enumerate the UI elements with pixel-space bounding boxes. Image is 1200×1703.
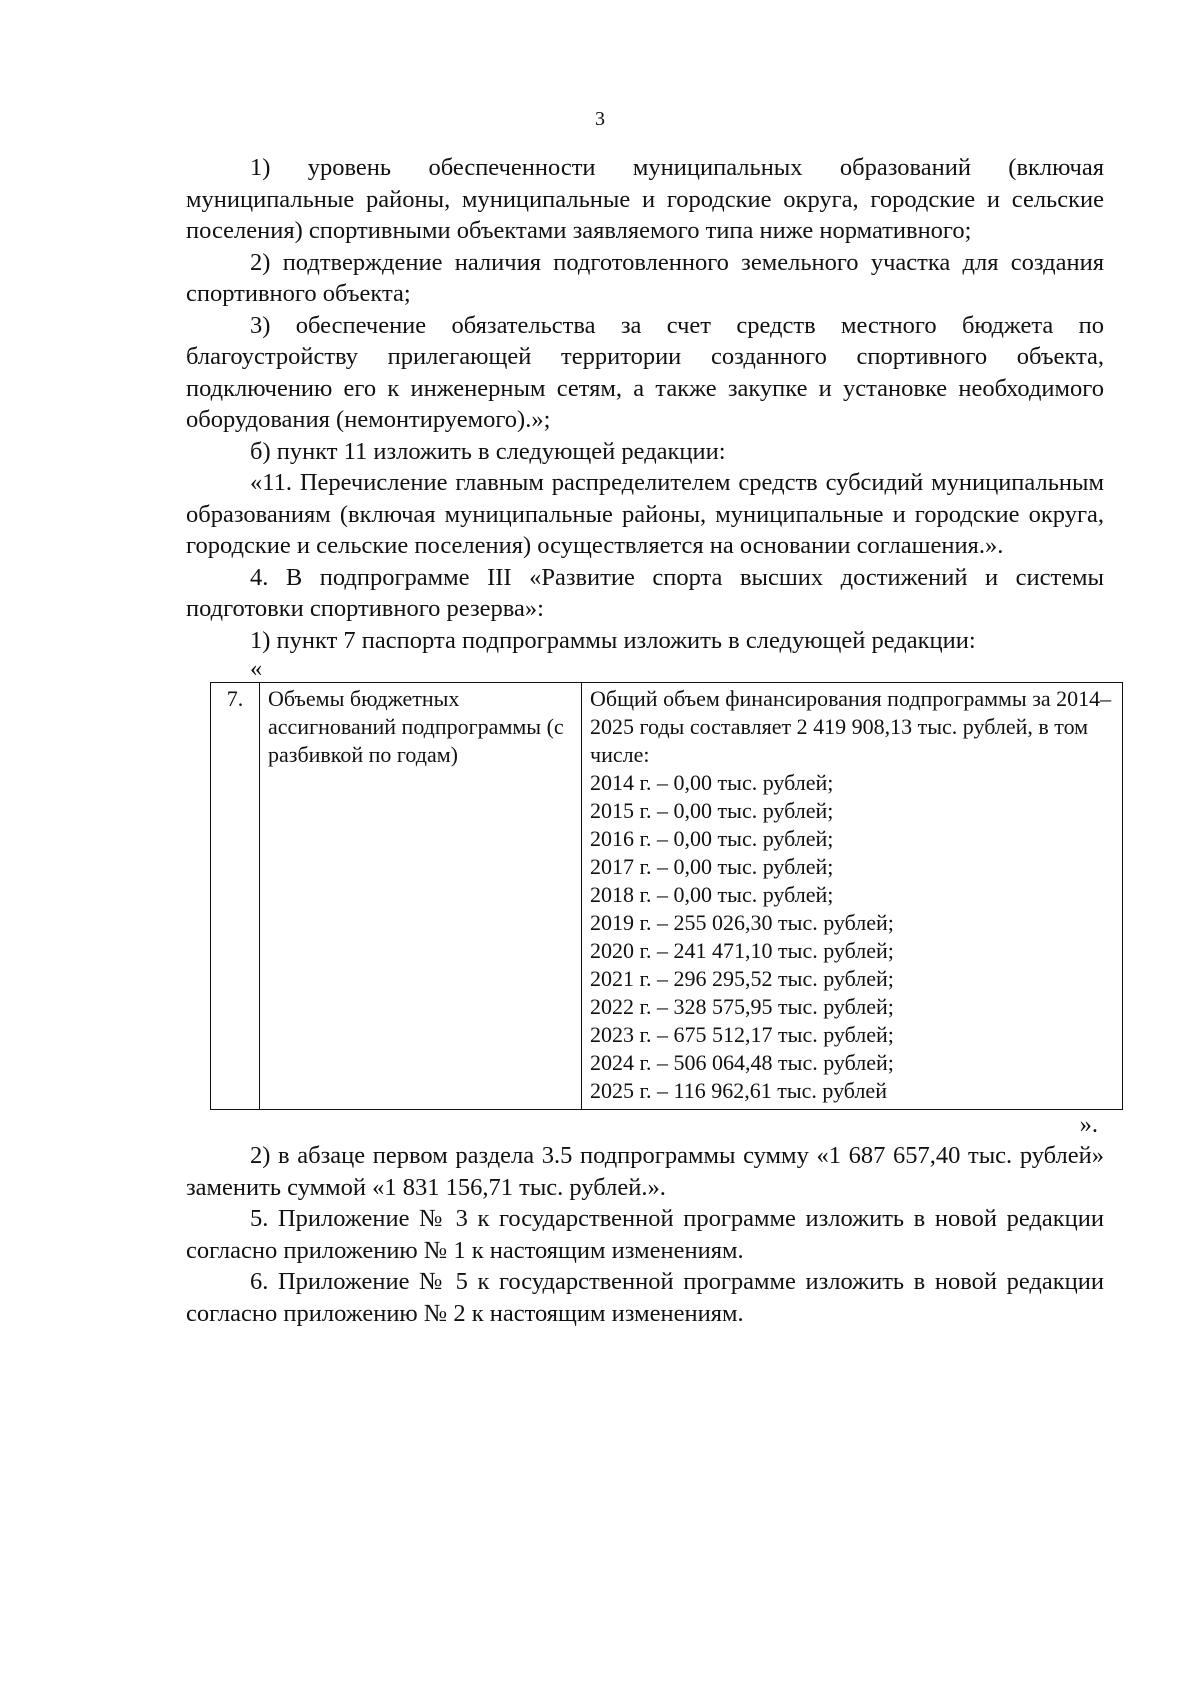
table-row <box>211 683 1123 1110</box>
funding-year: 2024 г. – 506 064,48 тыс. рублей; <box>590 1050 894 1075</box>
funding-year: 2017 г. – 0,00 тыс. рублей; <box>590 854 834 879</box>
funding-year: 2021 г. – 296 295,52 тыс. рублей; <box>590 966 894 991</box>
paragraph: 6. Приложение № 5 к государственной программе изложить в новой редакции согласно приложению № 2 к настоящим изменениям. <box>186 1268 1104 1327</box>
paragraph: «11. Перечисление главным распределителем средств субсидий муниципальным образованиям (включая муниципальные районы, муниципальные и городские округа, городские и сельские поселения) осуществляется на основании соглашения.». <box>186 469 1104 559</box>
funding-year: 2016 г. – 0,00 тыс. рублей; <box>590 826 834 851</box>
paragraph: б) пункт 11 изложить в следующей редакции: <box>250 437 726 465</box>
paragraph: 1) пункт 7 паспорта подпрограммы изложить в следующей редакции: <box>250 626 976 654</box>
funding-year: 2022 г. – 328 575,95 тыс. рублей; <box>590 994 894 1019</box>
paragraph: 4. В подпрограмме III «Развитие спорта высших достижений и системы подготовки спортивного резерва»: <box>186 563 1104 622</box>
funding-year: 2018 г. – 0,00 тыс. рублей; <box>590 882 834 907</box>
row-value <box>582 683 1123 1110</box>
funding-total: Общий объем финансирования подпрограммы за 2014–2025 годы составляет 2 419 908,13 тыс. рублей, в том числе: <box>590 686 1112 767</box>
row-name: Объемы бюджетных ассигнований подпрограммы (с разбивкой по годам) <box>260 683 582 1110</box>
passport-table <box>210 682 1123 1110</box>
funding-year: 2019 г. – 255 026,30 тыс. рублей; <box>590 910 894 935</box>
funding-year: 2023 г. – 675 512,17 тыс. рублей; <box>590 1022 894 1047</box>
page-number: 3 <box>595 108 605 130</box>
funding-year: 2015 г. – 0,00 тыс. рублей; <box>590 798 834 823</box>
funding-year: 2014 г. – 0,00 тыс. рублей; <box>590 770 834 795</box>
paragraph: 1) уровень обеспеченности муниципальных образований (включая муниципальные районы, муниципальные и городские округа, городские и сельские поселения) спортивными объектами заявляемого типа ниже нормативного; <box>186 154 1104 244</box>
paragraph: 3) обеспечение обязательства за счет средств местного бюджета по благоустройству прилегающей территории созданного спортивного объекта, подключению его к инженерным сетям, а также закупке и установке необходимого оборудования (немонтируемого).»; <box>186 311 1104 433</box>
document-body <box>186 152 1112 1329</box>
paragraph: 2) в абзаце первом раздела 3.5 подпрограммы сумму «1 687 657,40 тыс. рублей» заменить суммой «1 831 156,71 тыс. рублей.». <box>186 1142 1104 1201</box>
funding-year: 2025 г. – 116 962,61 тыс. рублей <box>590 1078 887 1103</box>
paragraph: 2) подтверждение наличия подготовленного земельного участка для создания спортивного объекта; <box>186 248 1104 307</box>
funding-year: 2020 г. – 241 471,10 тыс. рублей; <box>590 938 894 963</box>
closing-quote: ». <box>1079 1111 1098 1138</box>
opening-quote: « <box>250 655 263 682</box>
paragraph: 5. Приложение № 3 к государственной программе изложить в новой редакции согласно приложению № 1 к настоящим изменениям. <box>186 1205 1104 1264</box>
row-number: 7. <box>211 683 260 1110</box>
